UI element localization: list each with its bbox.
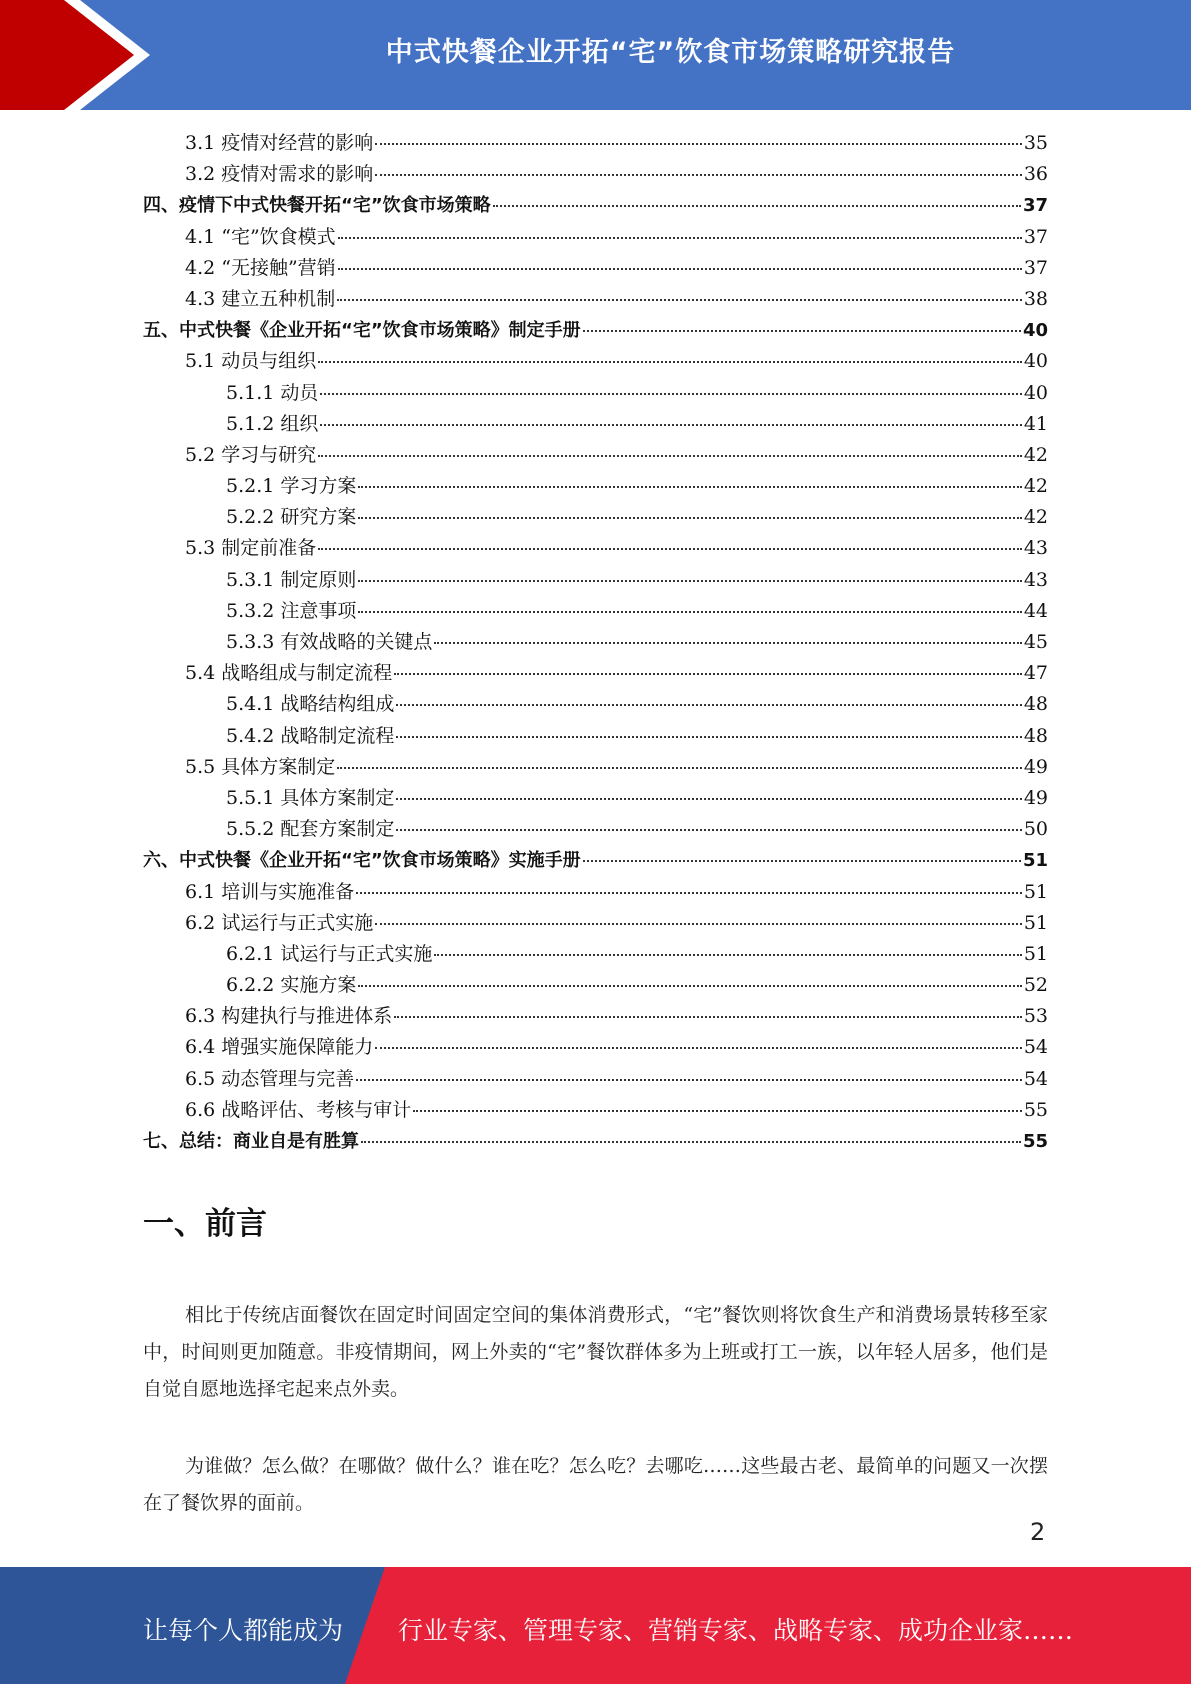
- toc-entry-title: 6.2.2 实施方案: [226, 974, 357, 997]
- toc-dot-leader: [434, 934, 1021, 956]
- toc-entry-title: 5.4 战略组成与制定流程: [185, 662, 393, 685]
- toc-dot-leader: [337, 747, 1022, 769]
- toc-entry-page: 54: [1023, 1036, 1048, 1059]
- toc-dot-leader: [318, 528, 1022, 550]
- toc-entry[interactable]: [143, 1125, 1048, 1156]
- toc-dot-leader: [396, 778, 1021, 800]
- toc-entry-page: 37: [1023, 225, 1048, 248]
- toc-entry-page: 42: [1023, 443, 1048, 466]
- toc-entry-title: 4.2 “无接触”营销: [185, 256, 336, 279]
- toc-entry-title: 5.3.3 有效战略的关键点: [226, 631, 433, 653]
- toc-entry-page: 42: [1023, 506, 1048, 529]
- toc-entry-page: 52: [1023, 974, 1048, 997]
- toc-entry-page: 43: [1023, 537, 1048, 560]
- section-heading: 一、前言: [143, 1206, 267, 1242]
- toc-dot-leader: [320, 404, 1021, 426]
- toc-dot-leader: [394, 996, 1022, 1018]
- toc-entry-title: 五、中式快餐《企业开拓“宅”饮食市场策略》制定手册: [143, 320, 581, 342]
- toc-entry-page: 55: [1022, 1131, 1048, 1152]
- toc-entry-page: 36: [1023, 163, 1048, 186]
- toc-entry-page: 50: [1023, 818, 1048, 841]
- paragraph-2: 为谁做？怎么做？在哪做？做什么？谁在吃？怎么吃？去哪吃……这些最古老、最简单的问题又一次摆在了餐饮界的面前。: [143, 1455, 1048, 1514]
- toc-dot-leader: [356, 1059, 1022, 1081]
- toc-dot-leader: [413, 1090, 1022, 1112]
- document-title: 中式快餐企业开拓“宅”饮食市场策略研究报告: [385, 37, 956, 68]
- toc-dot-leader: [583, 840, 1021, 862]
- toc-entry-page: 42: [1023, 475, 1048, 498]
- toc-entry-title: 5.5.1 具体方案制定: [226, 786, 395, 809]
- toc-dot-leader: [338, 248, 1022, 270]
- toc-entry-title: 5.2.2 研究方案: [226, 506, 357, 529]
- toc-entry-page: 54: [1023, 1067, 1048, 1090]
- toc-entry-page: 40: [1023, 350, 1048, 373]
- toc-entry-page: 51: [1023, 911, 1048, 934]
- toc-entry-page: 37: [1022, 195, 1048, 217]
- toc-entry-title: 5.5.2 配套方案制定: [226, 818, 395, 841]
- toc-dot-leader: [358, 965, 1021, 987]
- toc-dot-leader: [396, 716, 1021, 738]
- toc-entry-title: 5.2 学习与研究: [185, 443, 317, 466]
- toc-dot-leader: [320, 373, 1021, 395]
- toc-entry-title: 6.4 增强实施保障能力: [185, 1036, 374, 1059]
- paragraph-1: 相比于传统店面餐饮在固定时间固定空间的集体消费形式，“宅”餐饮则将饮食生产和消费场景转移至家中，时间则更加随意。非疫情期间，网上外卖的“宅”餐饮群体多为上班或打工一族，以年轻人居多，他们是自觉自愿地选择宅起来点外卖。: [143, 1304, 1048, 1400]
- toc-entry-title: 6.3 构建执行与推进体系: [185, 1005, 393, 1028]
- toc-entry-title: 6.6 战略评估、考核与审计: [185, 1098, 412, 1121]
- toc-dot-leader: [358, 591, 1021, 613]
- toc-entry-page: 35: [1023, 132, 1048, 154]
- toc-entry-title: 四、疫情下中式快餐开拓“宅”饮食市场策略: [143, 195, 491, 217]
- toc-dot-leader: [375, 154, 1022, 176]
- toc-entry-title: 5.1.1 动员: [226, 381, 319, 404]
- toc-dot-leader: [338, 217, 1022, 239]
- toc-entry-page: 49: [1023, 755, 1048, 778]
- toc-entry-title: 5.1 动员与组织: [185, 350, 317, 373]
- toc-entry-page: 47: [1023, 662, 1048, 685]
- footer-slogan-left: 让每个人都能成为: [143, 1616, 344, 1645]
- toc-dot-leader: [396, 809, 1021, 831]
- table-of-contents: [143, 127, 1048, 1156]
- toc-dot-leader: [318, 341, 1022, 363]
- toc-dot-leader: [396, 684, 1021, 706]
- toc-entry-title: 3.2 疫情对需求的影响: [185, 163, 374, 186]
- footer-banner: [0, 1567, 1191, 1684]
- toc-entry-title: 3.1 疫情对经营的影响: [185, 132, 374, 154]
- toc-entry-page: 38: [1023, 287, 1048, 310]
- toc-entry-page: 51: [1023, 880, 1048, 903]
- header-banner: [0, 0, 1191, 110]
- toc-entry-page: 49: [1023, 786, 1048, 809]
- toc-dot-leader: [493, 185, 1021, 207]
- toc-entry-page: 48: [1023, 693, 1048, 716]
- toc-dot-leader: [394, 653, 1022, 675]
- toc-dot-leader: [361, 1121, 1021, 1143]
- toc-entry-title: 5.3.2 注意事项: [226, 599, 357, 622]
- footer-slogan-right: 行业专家、管理专家、营销专家、战略专家、成功企业家……: [398, 1616, 1074, 1645]
- page-number: 2: [1030, 1518, 1046, 1546]
- toc-entry-title: 5.4.2 战略制定流程: [226, 724, 395, 747]
- toc-entry-title: 七、总结：商业自是有胜算: [143, 1131, 359, 1152]
- toc-entry-title: 6.5 动态管理与完善: [185, 1067, 355, 1090]
- toc-dot-leader: [358, 560, 1021, 582]
- toc-entry-title: 5.3.1 制定原则: [226, 568, 357, 591]
- toc-entry-page: 40: [1022, 320, 1048, 342]
- toc-dot-leader: [337, 279, 1022, 301]
- toc-entry-page: 45: [1023, 631, 1048, 653]
- toc-entry-page: 43: [1023, 568, 1048, 591]
- toc-entry-title: 5.4.1 战略结构组成: [226, 693, 395, 716]
- toc-entry-title: 6.1 培训与实施准备: [185, 880, 355, 903]
- toc-entry-title: 六、中式快餐《企业开拓“宅”饮食市场策略》实施手册: [143, 850, 581, 872]
- toc-entry-page: 53: [1023, 1005, 1048, 1028]
- toc-entry-page: 41: [1023, 412, 1048, 435]
- toc-entry-page: 37: [1023, 256, 1048, 279]
- toc-entry-title: 5.5 具体方案制定: [185, 755, 336, 778]
- toc-dot-leader: [375, 903, 1022, 925]
- toc-entry-page: 51: [1022, 850, 1048, 872]
- toc-entry-page: 55: [1023, 1098, 1048, 1121]
- toc-entry-page: 40: [1023, 381, 1048, 404]
- toc-dot-leader: [583, 310, 1021, 332]
- toc-dot-leader: [434, 622, 1021, 644]
- toc-dot-leader: [358, 466, 1021, 488]
- toc-dot-leader: [375, 123, 1022, 145]
- toc-dot-leader: [358, 497, 1021, 519]
- toc-entry-title: 5.2.1 学习方案: [226, 475, 357, 498]
- toc-entry-title: 6.2.1 试运行与正式实施: [226, 942, 433, 965]
- toc-dot-leader: [318, 435, 1022, 457]
- toc-entry-page: 51: [1023, 942, 1048, 965]
- toc-entry-page: 44: [1023, 599, 1048, 622]
- toc-entry-title: 6.2 试运行与正式实施: [185, 911, 374, 934]
- toc-entry-title: 4.1 “宅”饮食模式: [185, 225, 336, 248]
- toc-entry-title: 5.3 制定前准备: [185, 537, 317, 560]
- toc-dot-leader: [356, 872, 1022, 894]
- toc-entry-title: 4.3 建立五种机制: [185, 287, 336, 310]
- toc-entry-title: 5.1.2 组织: [226, 412, 319, 435]
- toc-dot-leader: [375, 1027, 1022, 1049]
- toc-entry-page: 48: [1023, 724, 1048, 747]
